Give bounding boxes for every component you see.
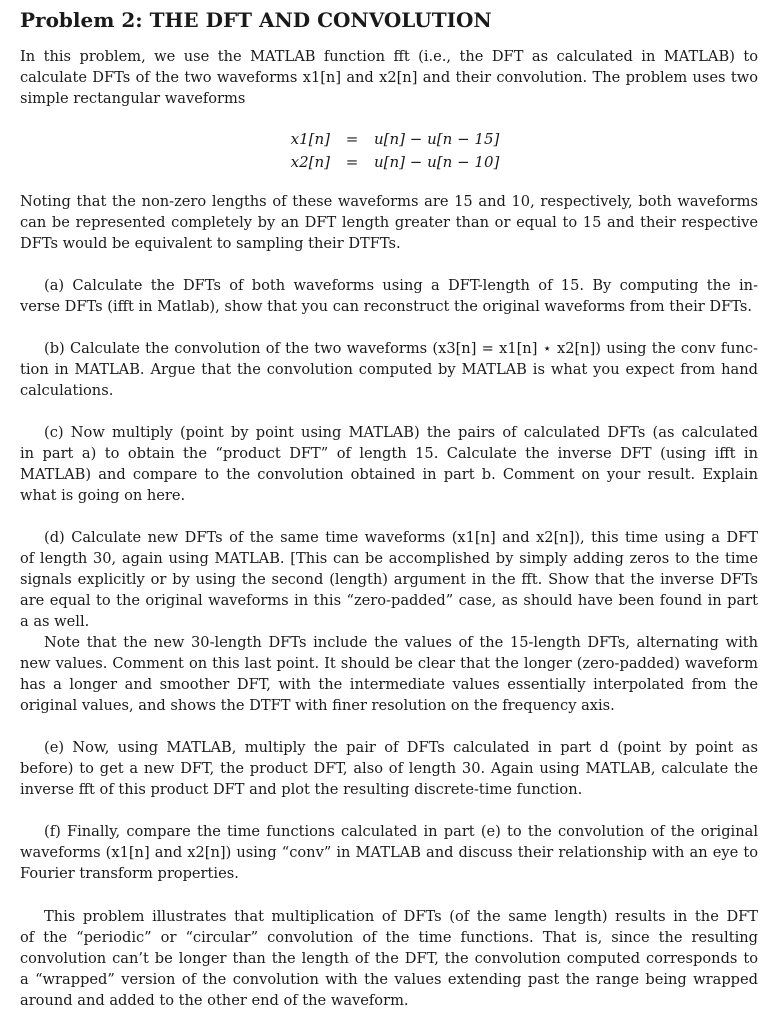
part-c-line-1: (c) Now multiply (point by point using MATLAB) the pairs of calculated DFTs (as calculated <box>44 424 758 441</box>
conclusion-line-5: around and added to the other end of the waveform. <box>20 992 409 1009</box>
equation-1-equals: = <box>345 130 359 148</box>
intro-line-3: simple rectangular waveforms <box>20 90 246 107</box>
conclusion-line-1: This problem illustrates that multiplication of DFTs (of the same length) results in the DFT <box>44 908 758 925</box>
part-b-line-3: calculations. <box>20 382 114 399</box>
part-c-line-2: in part a) to obtain the “product DFT” of length 15. Calculate the inverse DFT (using ifft in <box>20 445 758 462</box>
part-b-line-2: tion in MATLAB. Argue that the convolution computed by MATLAB is what you expect from hand <box>20 361 758 378</box>
equation-row-1 <box>286 128 499 151</box>
intro-line-1: In this problem, we use the MATLAB function fft (i.e., the DFT as calculated in MATLAB) to <box>20 48 758 65</box>
equation-row-2 <box>286 151 499 174</box>
part-e-paragraph <box>20 737 758 800</box>
part-d-line-5: a as well. <box>20 613 90 630</box>
part-d-line-1: (d) Calculate new DFTs of the same time waveforms (x1[n] and x2[n]), this time using a DFT <box>44 529 758 546</box>
noting-paragraph <box>20 191 758 254</box>
part-d-line-8: has a longer and smoother DFT, with the intermediate values essentially interpolated from the <box>20 676 758 693</box>
part-e-line-1: (e) Now, using MATLAB, multiply the pair of DFTs calculated in part d (point by point as <box>44 739 758 756</box>
problem-title: Problem 2: THE DFT AND CONVOLUTION <box>20 8 492 32</box>
noting-line-3: DFTs would be equivalent to sampling their DTFTs. <box>20 235 401 252</box>
part-a-line-2: verse DFTs (ifft in Matlab), show that you can reconstruct the original waveforms from their DFTs. <box>20 298 753 315</box>
conclusion-paragraph <box>20 906 758 1011</box>
part-f-paragraph <box>20 821 758 884</box>
part-b-line-1: (b) Calculate the convolution of the two waveforms (x3[n] = x1[n] ⋆ x2[n]) using the conv func- <box>44 340 758 357</box>
part-d-line-6: Note that the new 30-length DFTs include the values of the 15-length DFTs, alternating with <box>44 634 758 651</box>
part-b-paragraph <box>20 338 758 401</box>
part-d-line-2: of length 30, again using MATLAB. [This can be accomplished by simply adding zeros to the time <box>20 550 758 567</box>
equation-2-rhs: u[n] − u[n − 10] <box>374 153 500 171</box>
part-a-line-1: (a) Calculate the DFTs of both waveforms using a DFT-length of 15. By computing the in- <box>44 277 758 294</box>
intro-paragraph <box>20 46 758 109</box>
intro-line-2: calculate DFTs of the two waveforms x1[n] and x2[n] and their convolution. The problem uses two <box>20 69 758 86</box>
part-e-line-3: inverse fft of this product DFT and plot the resulting discrete-time function. <box>20 781 583 798</box>
part-d-line-4: are equal to the original waveforms in this “zero-padded” case, as should have been found in part <box>20 592 758 609</box>
part-c-line-3: MATLAB) and compare to the convolution obtained in part b. Comment on your result. Explain <box>20 466 758 483</box>
part-d-paragraph <box>20 527 758 716</box>
conclusion-line-3: convolution can’t be longer than the length of the DFT, the convolution computed corresponds to <box>20 950 758 967</box>
noting-line-2: can be represented completely by an DFT length greater than or equal to 15 and their respective <box>20 214 758 231</box>
conclusion-line-4: a “wrapped” version of the convolution with the values extending past the range being wrapped <box>20 971 758 988</box>
part-a-paragraph <box>20 275 758 317</box>
part-d-line-3: signals explicitly or by using the second (length) argument in the fft. Show that the inverse DFTs <box>20 571 758 588</box>
part-c-line-4: what is going on here. <box>20 487 186 504</box>
equation-1-lhs: x1[n] <box>290 130 330 148</box>
noting-line-1: Noting that the non-zero lengths of these waveforms are 15 and 10, respectively, both waveforms <box>20 193 758 210</box>
part-f-line-1: (f) Finally, compare the time functions calculated in part (e) to the convolution of the original <box>44 823 758 840</box>
part-d-line-9: original values, and shows the DTFT with finer resolution on the frequency axis. <box>20 697 615 714</box>
part-f-line-2: waveforms (x1[n] and x2[n]) using “conv” in MATLAB and discuss their relationship with an eye to <box>20 844 758 861</box>
conclusion-line-2: of the “periodic” or “circular” convolution of the time functions. That is, since the resulting <box>20 929 758 946</box>
equation-2-lhs: x2[n] <box>290 153 330 171</box>
equation-1-rhs: u[n] − u[n − 15] <box>374 130 500 148</box>
waveform-equations <box>286 128 499 174</box>
part-f-line-3: Fourier transform properties. <box>20 865 239 882</box>
part-c-paragraph <box>20 422 758 506</box>
part-d-line-7: new values. Comment on this last point. It should be clear that the longer (zero-padded) waveform <box>20 655 758 672</box>
part-e-line-2: before) to get a new DFT, the product DFT, also of length 30. Again using MATLAB, calculate the <box>20 760 758 777</box>
equation-2-equals: = <box>345 153 359 171</box>
